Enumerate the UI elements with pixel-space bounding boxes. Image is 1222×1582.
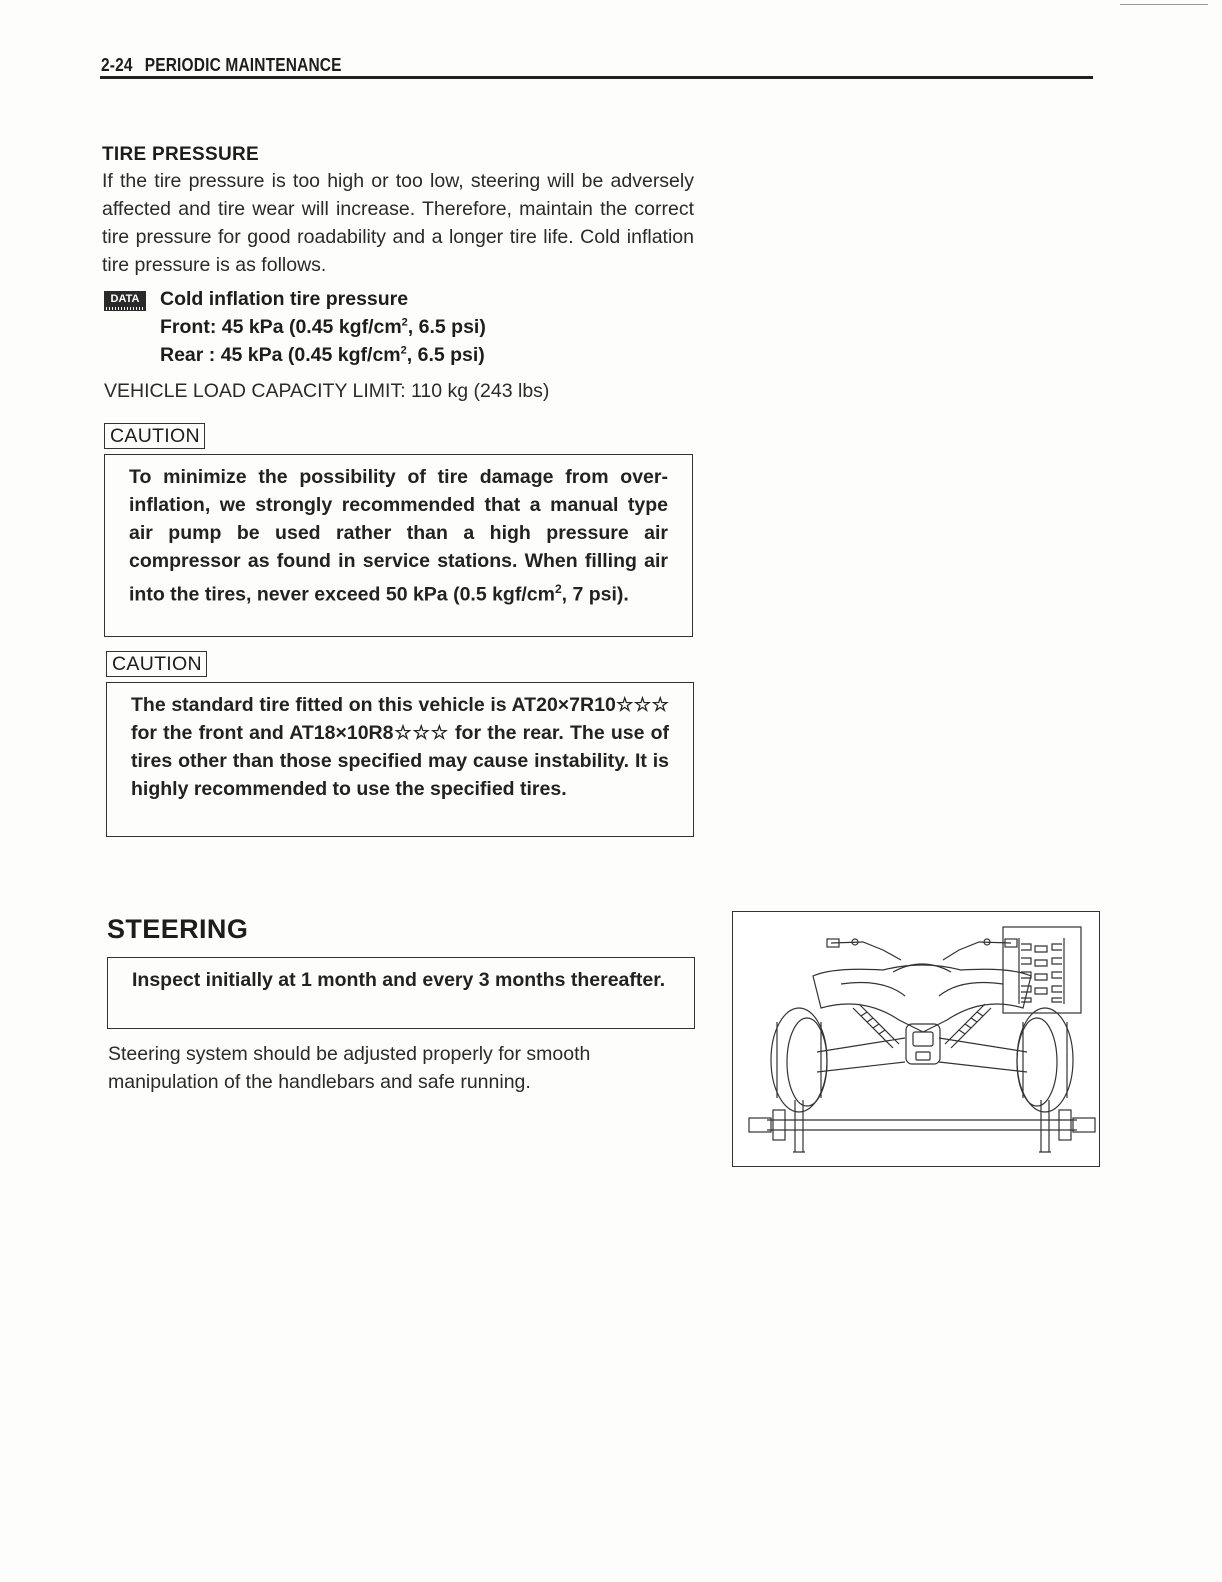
rear-pressure xyxy=(160,344,485,367)
front-pressure xyxy=(160,316,486,339)
tire-pressure-intro: If the tire pressure is too high or too low, steering will be adversely affected and tire wear will increase. Therefore, maintain the correct tire pressure for good roadability and a longer tire life. Cold inflation tire pressure is as follows. xyxy=(102,170,694,276)
scan-mark xyxy=(1120,4,1208,5)
caution-box-1 xyxy=(104,454,693,637)
steering-interval: Inspect initially at 1 month and every 3 months thereafter. xyxy=(132,969,666,991)
tire-pressure-heading: TIRE PRESSURE xyxy=(102,144,259,165)
atv-front-illustration xyxy=(733,912,1099,1166)
load-capacity: VEHICLE LOAD CAPACITY LIMIT: 110 kg (243 lbs) xyxy=(104,380,550,402)
caution-text-1: To minimize the possibility of tire damage from over-inflation, we strongly recommended that a manual type air pump be used rather than a high pressure air compressor as found in service stations. When filling air into the tires, never exceed 50 kPa (0.5 kgf/$cm^2$, 7 psi). xyxy=(129,466,668,606)
spec-title: Cold inflation tire pressure xyxy=(160,288,409,310)
caution-text-2: The standard tire fitted on this vehicle is AT20×7R10☆☆☆ for the front and AT18×10R8☆☆☆ for the rear. The use of tires other than those specified may cause instability. It is highly recommended to use the specified tires. xyxy=(131,694,669,800)
data-icon: DATA xyxy=(104,291,146,311)
steering-figure xyxy=(732,911,1100,1167)
page-number: 2-24 xyxy=(101,55,133,75)
rear-label: Rear : xyxy=(160,344,216,366)
caution-label-2: CAUTION xyxy=(106,651,207,677)
steering-interval-box xyxy=(107,957,695,1029)
header-rule xyxy=(100,76,1093,79)
caution-label-1: CAUTION xyxy=(104,423,205,449)
rear-value: 45 kPa (0.45 kgf/$cm^2$, 6.5 psi) xyxy=(220,344,485,366)
steering-heading: STEERING xyxy=(107,914,249,944)
page-header xyxy=(101,55,342,76)
steering-text: Steering system should be adjusted properly for smooth manipulation of the handlebars and safe running. xyxy=(108,1043,591,1093)
caution-box-2 xyxy=(106,682,694,837)
section-title: PERIODIC MAINTENANCE xyxy=(144,55,342,75)
front-label: Front: xyxy=(160,316,217,338)
front-value: 45 kPa (0.45 kgf/$cm^2$, 6.5 psi) xyxy=(221,316,486,338)
